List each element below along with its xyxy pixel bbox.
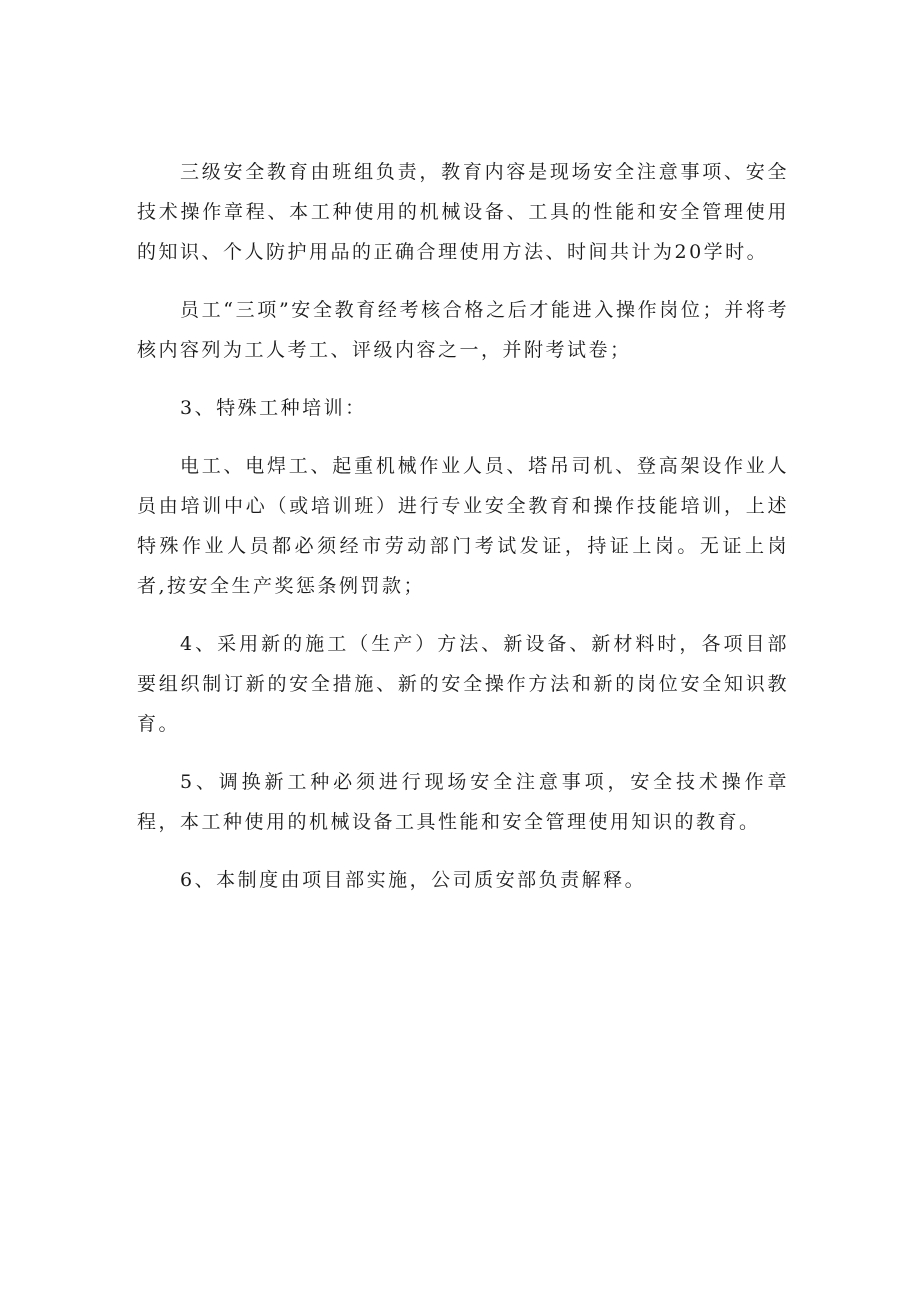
paragraph-three-item-assessment: 员工“三项”安全教育经考核合格之后才能进入操作岗位；并将考核内容列为工人考工、评级内容之一，并附考试卷； [137, 299, 789, 361]
document-body [137, 152, 789, 918]
paragraph-job-transfer: 5、调换新工种必须进行现场安全注意事项，安全技术操作章程，本工种使用的机械设备工具性能和安全管理使用知识的教育。 [137, 771, 789, 833]
paragraph-special-operators: 电工、电焊工、起重机械作业人员、塔吊司机、登高架设作业人员由培训中心（或培训班）进行专业安全教育和操作技能培训，上述特殊作业人员都必须经市劳动部门考试发证，持证上岗。无证上岗者,按安全生产奖惩条例罚款； [137, 455, 789, 597]
paragraph-third-level-education: 三级安全教育由班组负责，教育内容是现场安全注意事项、安全技术操作章程、本工种使用的机械设备、工具的性能和安全管理使用的知识、个人防护用品的正确合理使用方法、时间共计为20学时。 [137, 161, 789, 263]
paragraph-interpretation: 6、本制度由项目部实施，公司质安部负责解释。 [180, 869, 647, 891]
paragraph-new-methods: 4、采用新的施工（生产）方法、新设备、新材料时，各项目部要组织制订新的安全措施、新的安全操作方法和新的岗位安全知识教育。 [137, 633, 789, 735]
section-heading-special-training: 3、特殊工种培训： [180, 397, 367, 419]
